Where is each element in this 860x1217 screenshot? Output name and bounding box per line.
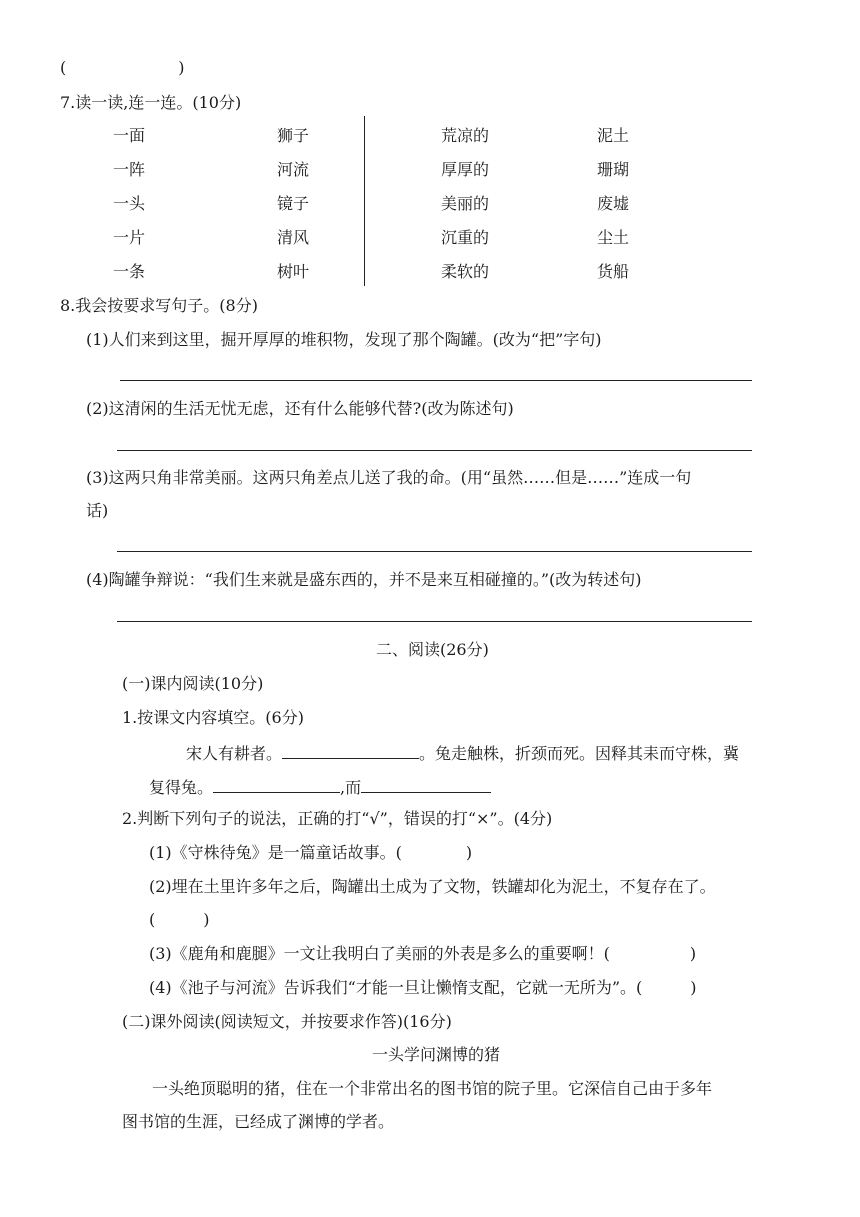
fill-blank-3[interactable] <box>361 778 491 793</box>
judge-item-2: (2)埋在土里许多年之后，陶罐出土成为了文物，铁罐却化为泥土，不复存在了。 <box>149 877 716 896</box>
q7-divider <box>364 116 365 286</box>
q7-left-a-4: 一片 <box>113 228 146 247</box>
q8-answer-line-2[interactable] <box>117 450 752 451</box>
q8-answer-line-1[interactable] <box>120 380 752 381</box>
fill-text-1: 宋人有耕者。 <box>186 744 283 763</box>
fill-line-2 <box>149 778 491 796</box>
q7-left-a-3: 一头 <box>113 194 146 213</box>
q7-left-a-5: 一条 <box>113 262 146 281</box>
fill-text-2: 。兔走触株，折颈而死。因释其耒而守株，冀 <box>419 744 740 763</box>
q7-left-b-1: 狮子 <box>277 126 310 145</box>
q7-left-a-2: 一阵 <box>113 160 146 179</box>
q8-sentence-3-cont: 话) <box>86 501 109 520</box>
story-title: 一头学问渊博的猪 <box>372 1045 501 1064</box>
q7-right-a-5: 柔软的 <box>441 262 490 281</box>
section-2-title: 二、阅读(26分) <box>376 640 489 659</box>
fill-blank-2[interactable] <box>213 778 340 793</box>
judge-item-3: (3)《鹿角和鹿腿》一文让我明白了美丽的外表是多么的重要啊！( ) <box>149 944 697 963</box>
q7-left-b-3: 镜子 <box>277 194 310 213</box>
q8-sentence-2: (2)这清闲的生活无忧无虑，还有什么能够代替?(改为陈述句) <box>86 399 514 418</box>
fill-text-4: ,而 <box>340 778 362 797</box>
q7-title: 7.读一读,连一连。(10分) <box>60 93 242 112</box>
judge-item-4: (4)《池子与河流》告诉我们“才能一旦让懒惰支配，它就一无所为”。( ) <box>149 978 697 997</box>
q7-right-b-1: 泥土 <box>597 126 630 145</box>
reading-q2-title: 2.判断下列句子的说法，正确的打“√”，错误的打“×”。(4分) <box>122 809 553 828</box>
story-paragraph-line-2: 图书馆的生涯，已经成了渊博的学者。 <box>122 1112 395 1131</box>
q8-sentence-4: (4)陶罐争辩说：“我们生来就是盛东西的，并不是来互相碰撞的。”(改为转述句) <box>86 570 642 589</box>
reading-q1-title: 1.按课文内容填空。(6分) <box>122 708 304 727</box>
q7-left-b-5: 树叶 <box>277 262 310 281</box>
q7-right-b-2: 珊瑚 <box>597 160 630 179</box>
q7-right-b-5: 货船 <box>597 262 630 281</box>
part-1-title: (一)课内阅读(10分) <box>122 674 264 693</box>
q7-right-a-4: 沉重的 <box>441 228 490 247</box>
q8-sentence-1: (1)人们来到这里，掘开厚厚的堆积物，发现了那个陶罐。(改为“把”字句) <box>86 330 602 349</box>
part-2-title: (二)课外阅读(阅读短文，并按要求作答)(16分) <box>122 1012 452 1031</box>
fill-blank-1[interactable] <box>282 744 419 759</box>
story-paragraph-line-1: 一头绝顶聪明的猪，住在一个非常出名的图书馆的院子里。它深信自己由于多年 <box>152 1079 713 1098</box>
q7-right-b-4: 尘土 <box>597 228 630 247</box>
q7-right-b-3: 废墟 <box>597 194 630 213</box>
q7-left-a-1: 一面 <box>113 126 146 145</box>
q8-sentence-3: (3)这两只角非常美丽。这两只角差点儿送了我的命。(用“虽然……但是……”连成一句 <box>86 468 692 487</box>
judge-item-1: (1)《守株待兔》是一篇童话故事。( ) <box>149 843 473 862</box>
q7-left-b-2: 河流 <box>277 160 310 179</box>
fill-text-3: 复得兔。 <box>149 778 214 797</box>
q7-right-a-2: 厚厚的 <box>441 160 490 179</box>
fill-line-1-start <box>186 744 739 762</box>
q8-answer-line-4[interactable] <box>117 621 752 622</box>
q8-answer-line-3[interactable] <box>117 551 752 552</box>
answer-blank-paren: ( ) <box>60 58 185 77</box>
judge-item-2-paren: ( ) <box>149 910 210 929</box>
q7-left-b-4: 清风 <box>277 228 310 247</box>
q7-right-a-3: 美丽的 <box>441 194 490 213</box>
q7-right-a-1: 荒凉的 <box>441 126 490 145</box>
q8-title: 8.我会按要求写句子。(8分) <box>60 296 258 315</box>
